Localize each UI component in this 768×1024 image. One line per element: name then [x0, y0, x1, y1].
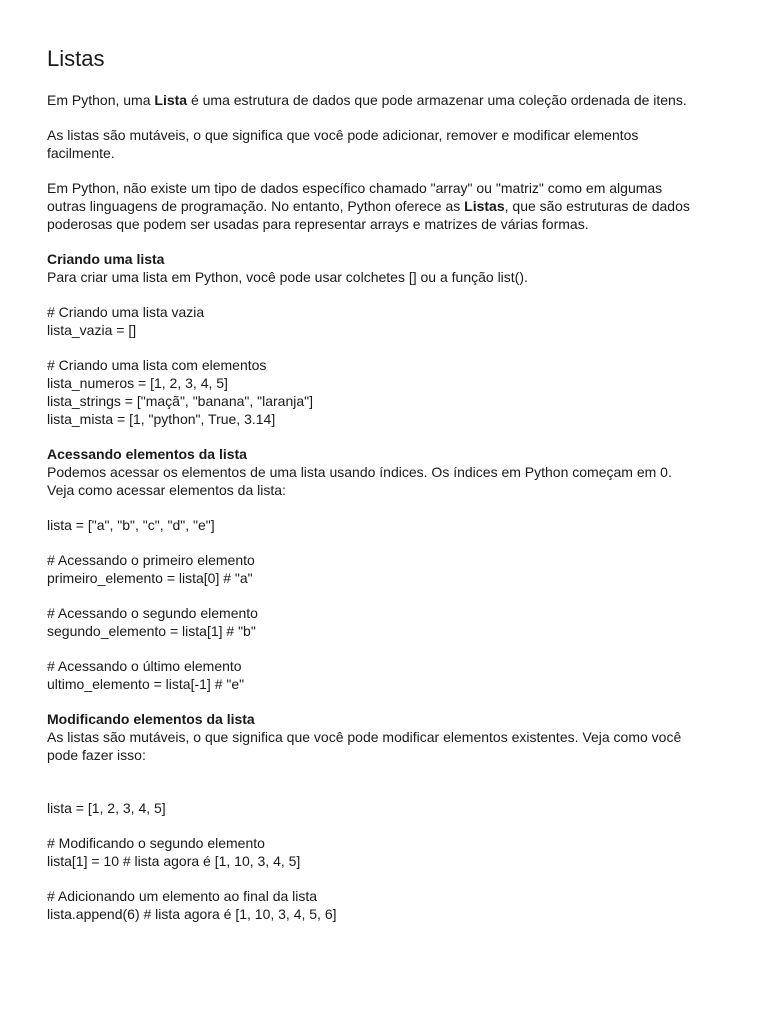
text-run: facilmente.: [47, 145, 115, 161]
text-run: Em Python, não existe um tipo de dados específico chamado "array" ou "matriz" como em algumas: [47, 180, 663, 196]
bold-term-listas: Listas: [464, 198, 505, 214]
document-page: [47, 44, 737, 923]
code-line: lista = ["a", "b", "c", "d", "e"]: [47, 517, 215, 533]
text-run: Veja como acessar elementos da lista:: [47, 482, 286, 498]
code-line: lista_strings = ["maçã", "banana", "laranja"]: [47, 393, 314, 409]
code-line: lista = [1, 2, 3, 4, 5]: [47, 800, 166, 816]
text-run: As listas são mutáveis, o que significa que você pode adicionar, remover e modificar elementos: [47, 127, 639, 143]
text-run: é uma estrutura de dados que pode armazenar uma coleção ordenada de itens.: [187, 92, 687, 108]
code-line: # Acessando o primeiro elemento: [47, 552, 255, 568]
code-line: lista_numeros = [1, 2, 3, 4, 5]: [47, 375, 228, 391]
code-line: lista[1] = 10 # lista agora é [1, 10, 3, 4, 5]: [47, 853, 301, 869]
text-run: Podemos acessar os elementos de uma lista usando índices. Os índices em Python começam em 0.: [47, 464, 672, 480]
section-heading-acessando: Acessando elementos da lista: [47, 446, 247, 462]
text-run: , que são estruturas de dados: [504, 198, 690, 214]
intro-paragraph-1: [47, 91, 737, 109]
page-title: Listas: [47, 46, 105, 71]
text-run: outras linguagens de programação. No entanto, Python oferece as: [47, 198, 465, 214]
code-line: # Acessando o segundo elemento: [47, 605, 258, 621]
section-desc-criando: Para criar uma lista em Python, você pode usar colchetes [] ou a função list().: [47, 269, 528, 285]
bold-term-lista: Lista: [154, 92, 188, 108]
code-line: # Acessando o último elemento: [47, 658, 242, 674]
text-run: As listas são mutáveis, o que significa que você pode modificar elementos existentes. Veja como você: [47, 729, 682, 745]
section-heading-modificando: Modificando elementos da lista: [47, 711, 255, 727]
code-line: primeiro_elemento = lista[0] # "a": [47, 570, 253, 586]
code-line: # Modificando o segundo elemento: [47, 835, 265, 851]
code-line: lista.append(6) # lista agora é [1, 10, 3, 4, 5, 6]: [47, 906, 337, 922]
section-desc-acessando: [47, 463, 737, 499]
text-run: poderosas que podem ser usadas para representar arrays e matrizes de várias formas.: [47, 216, 589, 232]
code-line: segundo_elemento = lista[1] # "b": [47, 623, 256, 639]
text-run: Em Python, uma: [47, 92, 155, 108]
intro-paragraph-2: [47, 126, 737, 162]
text-run: pode fazer isso:: [47, 747, 146, 763]
code-line: # Adicionando um elemento ao final da lista: [47, 888, 318, 904]
code-line: lista_mista = [1, "python", True, 3.14]: [47, 411, 276, 427]
section-desc-modificando: [47, 728, 737, 764]
intro-paragraph-3: [47, 179, 737, 233]
code-line: lista_vazia = []: [47, 322, 137, 338]
code-line: # Criando uma lista vazia: [47, 304, 205, 320]
code-line: # Criando uma lista com elementos: [47, 357, 267, 373]
code-line: ultimo_elemento = lista[-1] # "e": [47, 676, 245, 692]
section-heading-criando: Criando uma lista: [47, 251, 165, 267]
